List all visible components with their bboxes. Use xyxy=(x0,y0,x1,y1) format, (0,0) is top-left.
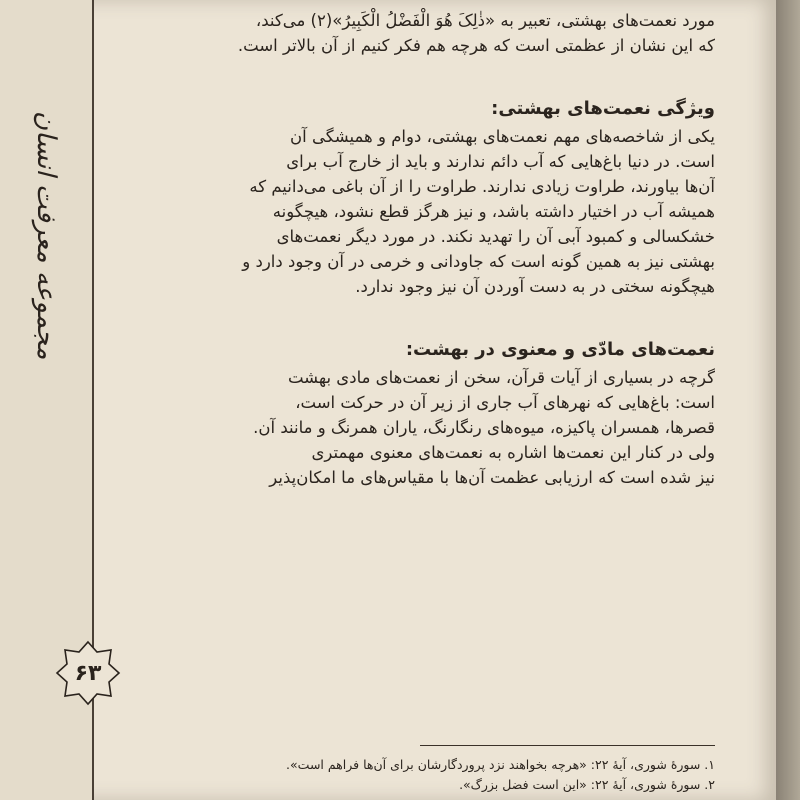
paragraph-line: است: باغ‌هایی که نهرهای آب جاری از زیر آن در حرکت است، xyxy=(295,393,715,412)
paragraph-line: قصرها، همسران پاکیزه، میوه‌های رنگارنگ، یاران همرنگ و مانند آن. xyxy=(253,418,715,437)
paragraph-line: همیشه آب در اختیار داشته باشد، و نیز هرگز قطع نشود، هیچگونه xyxy=(272,202,715,221)
paragraph-line: خشکسالی و کمبود آبی آن را تهدید نکند. در مورد دیگر نعمت‌های xyxy=(276,227,715,246)
running-head xyxy=(20,110,72,360)
running-head-text: مجموعه معرفت انسان xyxy=(31,110,61,360)
paragraph-line: نیز شده است که ارزیابی عظمت آن‌ها با مقیاس‌های ما امکان‌پذیر xyxy=(269,468,715,487)
section-heading: ویژگی نعمت‌های بهشتی: xyxy=(491,98,715,119)
footnotes xyxy=(125,755,715,795)
paragraph-line: یکی از شاخصه‌های مهم نعمت‌های بهشتی، دوام و همیشگی آن xyxy=(290,127,715,146)
paragraph-line: هیچگونه سختی در به دست آوردن آن نیز وجود ندارد. xyxy=(355,277,715,296)
page-number: ۶۳ xyxy=(74,660,102,686)
page-number-badge xyxy=(55,640,121,706)
book-gutter xyxy=(776,0,800,800)
section-heading: نعمت‌های مادّی و معنوی در بهشت: xyxy=(405,339,715,360)
paragraph-line: بهشتی نیز به همین گونه است که جاودانی و خرمی در آن وجود دارد و xyxy=(242,252,715,271)
paragraph-line: است. در دنیا باغ‌هایی که آب دائم ندارند و باید از خارج آب برای xyxy=(286,152,715,171)
footnote: ۱. سورهٔ شوری، آیهٔ ۲۲: «هرچه بخواهند نزد پروردگارشان برای آن‌ها فراهم است». xyxy=(286,757,715,772)
main-text xyxy=(125,8,715,490)
paragraph-line: آن‌ها بیاورند، طراوت زیادی ندارند. طراوت را از آن باغی می‌دانیم که xyxy=(249,177,715,196)
paragraph-line: ولی در کنار این نعمت‌ها اشاره به نعمت‌های معنوی مهمتری xyxy=(311,443,715,462)
intro-line: مورد نعمت‌های بهشتی، تعبیر به «ذٰلِکَ هُوَ الْفَضْلُ الْکَبِیرُ»(۲) می‌کند، xyxy=(255,11,715,30)
paragraph-line: گرچه در بسیاری از آیات قرآن، سخن از نعمت‌های مادی بهشت xyxy=(287,368,715,387)
footnote-divider xyxy=(420,745,715,746)
intro-line: که این نشان از عظمتی است که هرچه هم فکر کنیم از آن بالاتر است. xyxy=(237,36,715,55)
footnote: ۲. سورهٔ شوری، آیهٔ ۲۲: «این است فضل بزرگ». xyxy=(459,777,715,792)
